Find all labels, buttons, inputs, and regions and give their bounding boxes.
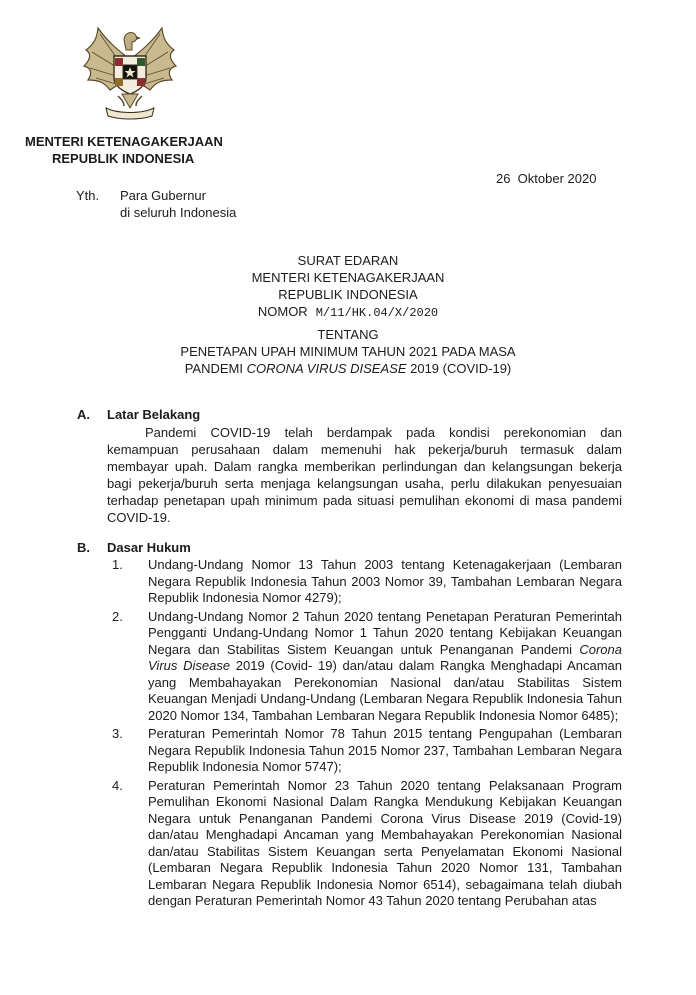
title-line3: REPUBLIK INDONESIA [278,287,418,302]
issuer-block [25,133,223,167]
section-a-paragraph [107,424,622,526]
subject-line2-post: 2019 (COVID-19) [406,361,512,376]
letter-title-block [0,252,696,303]
list-item-number: 4. [112,777,123,793]
number-label: NOMOR [257,304,308,319]
section-a-heading: Latar Belakang [107,407,201,422]
list-item-text: Undang-Undang Nomor 13 Tahun 2003 tentang Ketenagakerjaan (Lembaran Negara Republik Indonesia Tahun 2003 Nomor 39, Tambahan Lembaran Negara Republik Indonesia Nomor 4279); [148,557,622,605]
section-b-heading: Dasar Hukum [107,540,191,555]
list-item-text [148,609,622,725]
list-item-text-em: Corona Virus Disease [148,641,622,673]
list-item [107,557,622,607]
title-line1: SURAT EDARAN [297,253,399,268]
list-item [107,609,622,725]
addressee-block [76,187,236,221]
subject-line2 [0,360,696,377]
list-item-number: 3. [112,726,123,741]
list-item [107,726,622,776]
section-a-letter: A. [77,407,90,422]
list-item-text-post: 2019 (Covid- 19) dan/atau dalam Rangka Menghadapi Ancaman yang Membahayakan Perekonomian Nasional dan/atau Stabilitas Sistem Keuangan Menjadi Undang-Undang (Lembaran Negara Republik Indonesia Tahun 2020 Nomor 134, Tambahan Lembaran Negara Republik Indonesia Nomor 6485); [148,658,623,723]
list-item-text-pre: Undang-Undang Nomor 2 Tahun 2020 tentang Penetapan Peraturan Pemerintah Pengganti Undang-Undang Nomor 1 Tahun 2020 tentang Kebijakan Keuangan Negara dan Stabilitas Sistem Keuangan untuk Penanganan Pandemi [148,608,622,657]
garuda-emblem-icon [78,20,182,124]
letter-date: 26 Oktober 2020 [496,171,597,186]
number-value: M/11/HK.04/X/2020 [315,306,439,320]
title-line2: MENTERI KETENAGAKERJAAN [251,270,445,285]
list-item-number: 1. [112,557,123,572]
issuer-line2: REPUBLIK INDONESIA [52,151,195,166]
subject-tentang: TENTANG [317,327,379,342]
list-item-text: Peraturan Pemerintah Nomor 78 Tahun 2015 tentang Pengupahan (Lembaran Negara Republik Indonesia Tahun 2015 Nomor 237, Tambahan Lembaran Negara Republik Indonesia Nomor 5747); [148,726,622,774]
list-item [107,778,622,910]
list-item-text: Peraturan Pemerintah Nomor 23 Tahun 2020 tentang Pelaksanaan Program Pemulihan Ekonomi Nasional Dalam Rangka Mendukung Kebijakan Keuangan Negara untuk Penanganan Pandemi Corona Virus Disease 2019 (Covid-19) dan/atau Menghadapi Ancaman yang Membahayakan Perekonomian Nasional dan/atau Stabilitas Sistem Keuangan serta Penyelamatan Ekonomi Nasional (Lembaran Negara Republik Indonesia Tahun 2020 Nomor 131, Tambahan Lembaran Negara Republik Indonesia Nomor 6514), sebagaimana telah diubah dengan Peraturan Pemerintah Nomor 43 Tahun 2020 tentang Perubahan atas [148,777,622,908]
section-b-letter: B. [77,540,90,555]
addressee-prefix: Yth. [76,188,100,203]
subject-line1: PENETAPAN UPAH MINIMUM TAHUN 2021 PADA MASA [180,344,516,359]
section-a-text: Pandemi COVID-19 telah berdampak pada kondisi perekonomian dan kemampuan perusahaan dalam memenuhi hak pekerja/buruh termasuk dalam membayar upah. Dalam rangka memberikan perlindungan dan kelangsungan bekerja bagi pekerja/buruh serta menjaga kelangsungan usaha, perlu dilakukan penyesuaian terhadap penetapan upah minimum pada situasi pemulihan ekonomi di masa pandemi COVID-19. [107,425,622,525]
addressee-line1: Para Gubernur [120,188,206,203]
subject-block [0,326,696,377]
subject-line2-pre: PANDEMI [184,361,247,376]
issuer-line1: MENTERI KETENAGAKERJAAN [25,134,223,149]
legal-basis-list [107,557,622,912]
subject-line2-em: CORONA VIRUS DISEASE [246,361,407,376]
list-item-number: 2. [112,608,123,624]
letter-number [0,303,696,322]
addressee-line2: di seluruh Indonesia [120,205,237,220]
